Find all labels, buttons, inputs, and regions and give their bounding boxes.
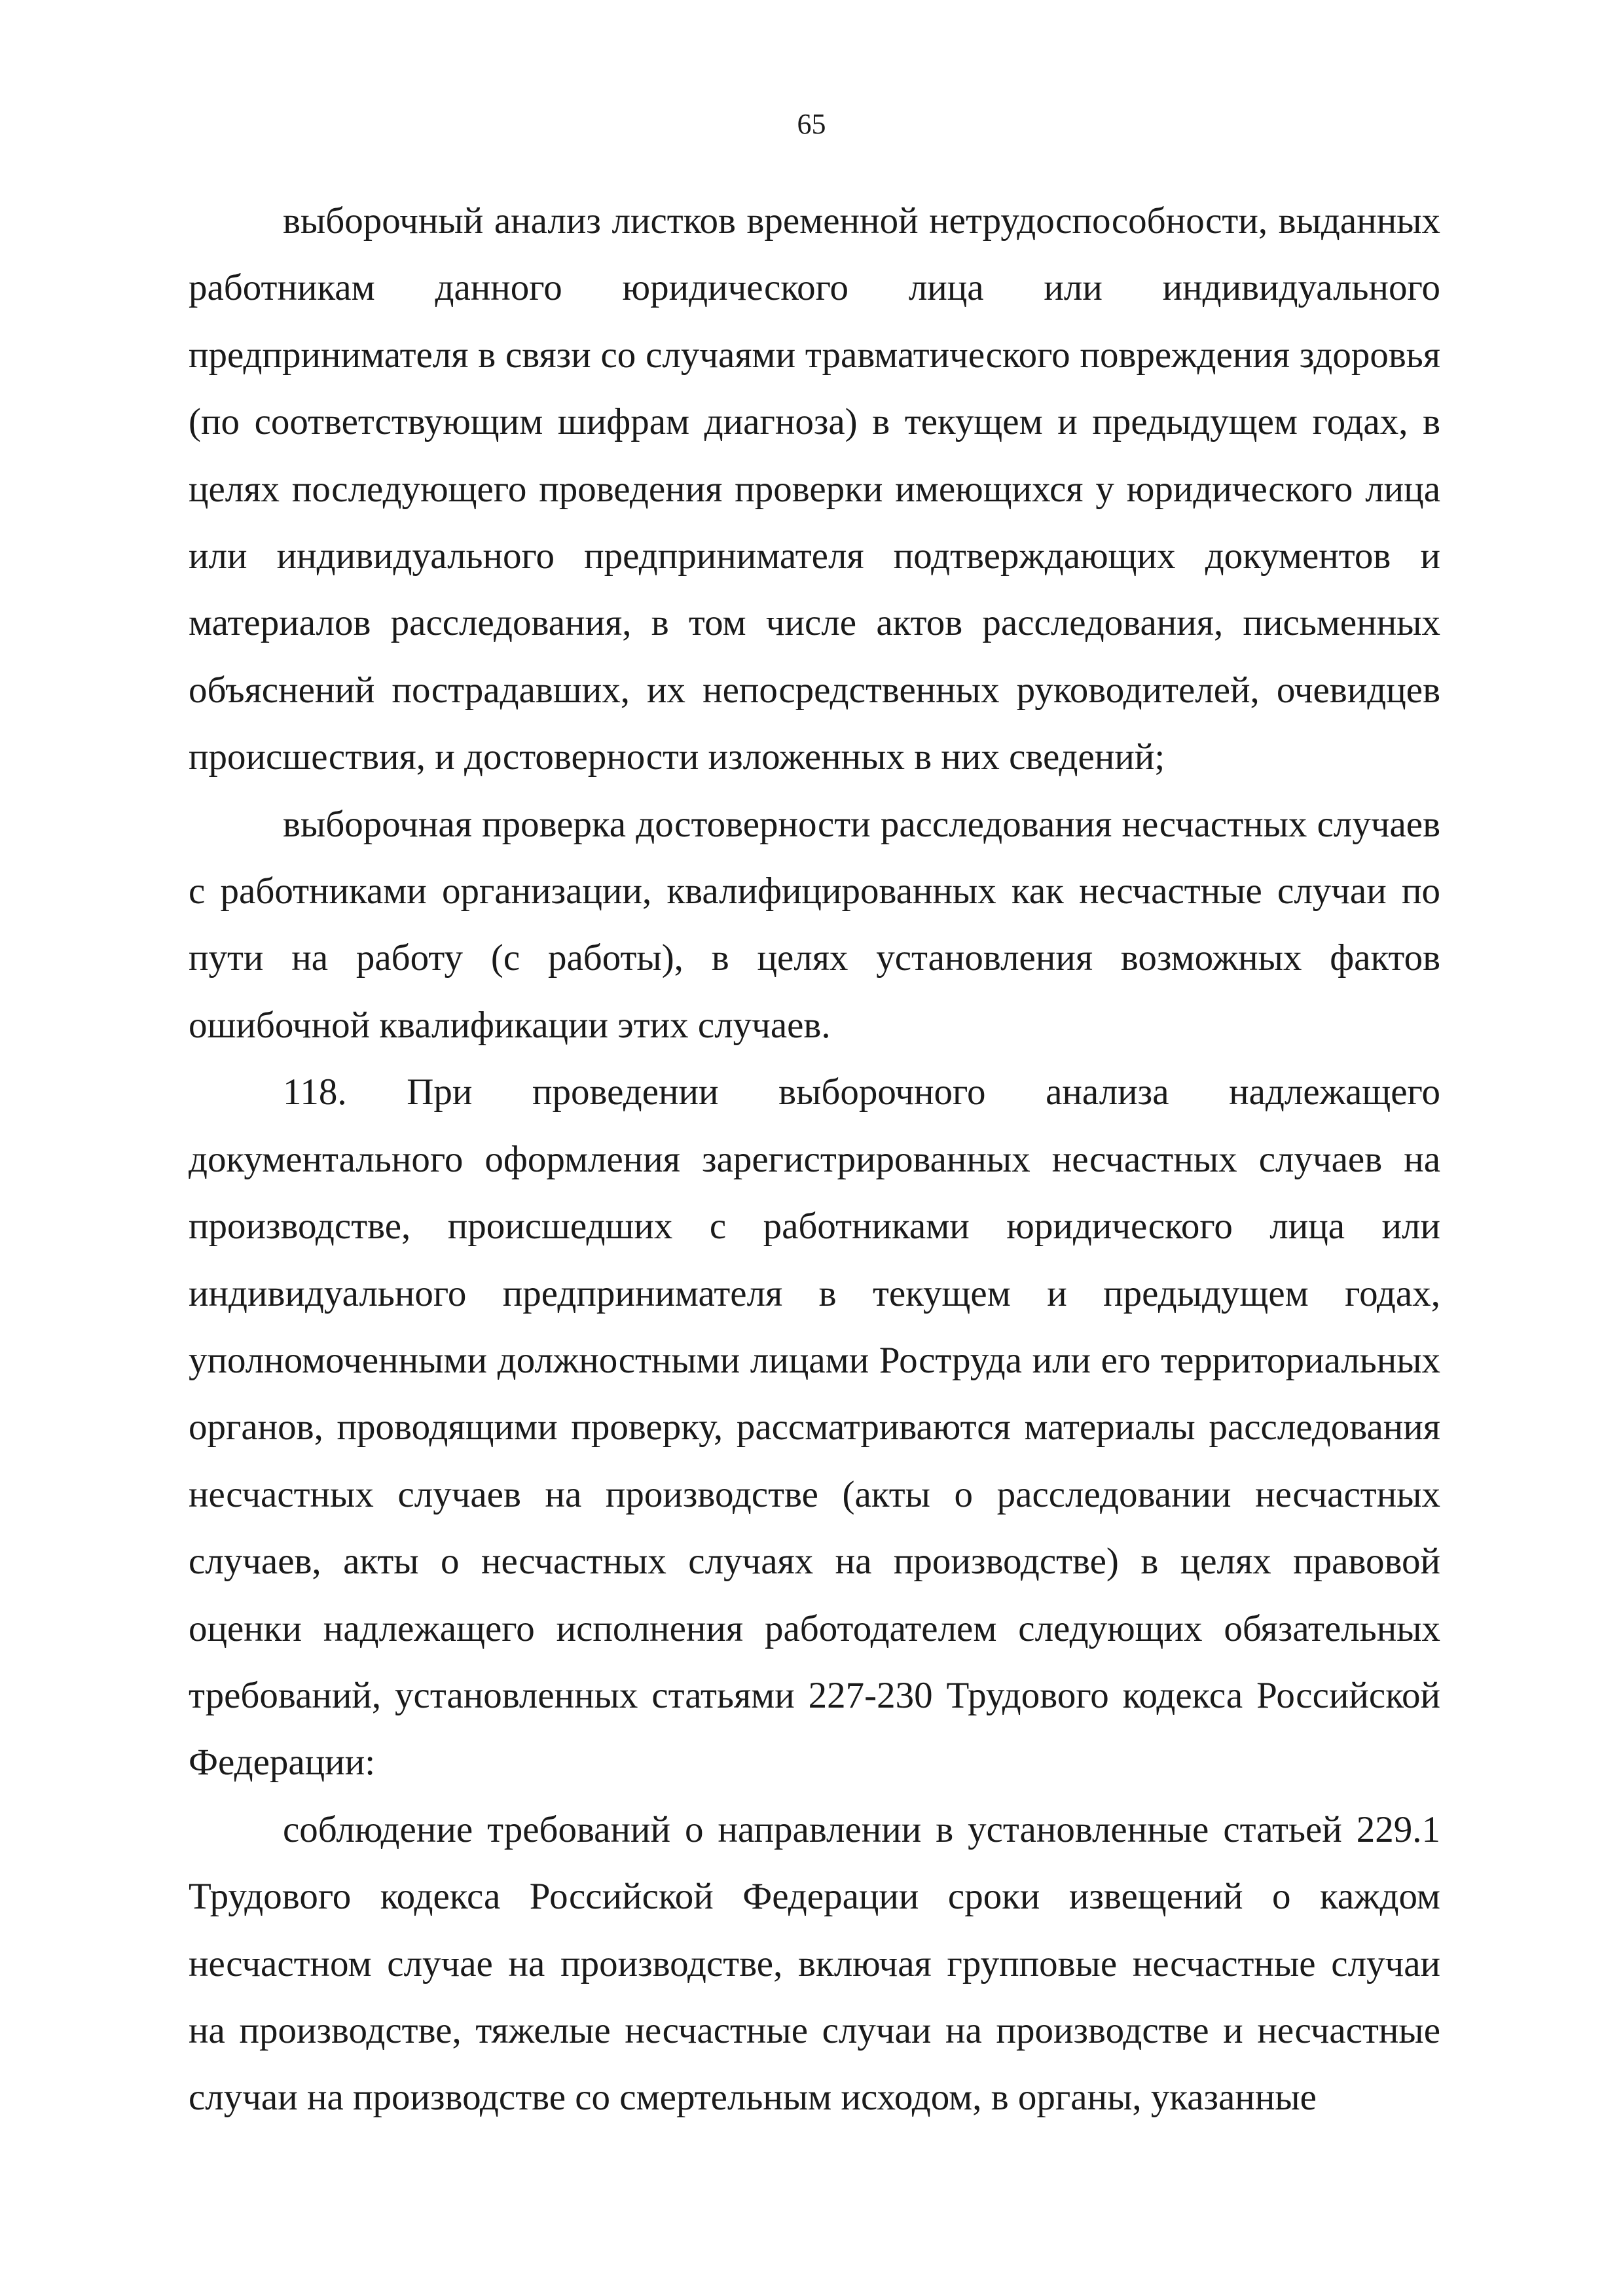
paragraph-item-118: 118. При проведении выборочного анализа надлежащего документального оформления зарегистрированных несчастных случаев на производстве, происшедших с работниками юридического лица или индивидуального предпринимателя в текущем и предыдущем годах, уполномоченными должностными лицами Роструда или его территориальных органов, проводящими проверку, рассматриваются материалы расследования несчастных случаев на производстве (акты о расследовании несчастных случаев, акты о несчастных случаях на производстве) в целях правовой оценки надлежащего исполнения работодателем следующих обязательных требований, установленных статьями 227-230 Трудового кодекса Российской Федерации:	[189, 1071, 1440, 1784]
page-number: 65	[797, 108, 826, 140]
paragraph-commute-accidents-check: выборочная проверка достоверности расследования несчастных случаев с работниками организации, квалифицированных как несчастные случаи по пути на работу (с работы), в целях установления возможных фактов ошибочной квалификации этих случаев.	[189, 803, 1440, 1046]
paragraph-notification-requirements: соблюдение требований о направлении в установленные статьей 229.1 Трудового кодекса Российской Федерации сроки извещений о каждом несчастном случае на производстве, включая групповые несчастные случаи на производстве, тяжелые несчастные случаи на производстве и несчастные случаи на производстве со смертельным исходом, в органы, указанные	[189, 1808, 1440, 2119]
body-text	[189, 188, 1440, 2132]
paragraph-sick-leave-analysis: выборочный анализ листков временной нетрудоспособности, выданных работникам данного юридического лица или индивидуального предпринимателя в связи со случаями травматического повреждения здоровья (по соответствующим шифрам диагноза) в текущем и предыдущем годах, в целях последующего проведения проверки имеющихся у юридического лица или индивидуального предпринимателя подтверждающих документов и материалов расследования, в том числе актов расследования, письменных объяснений пострадавших, их непосредственных руководителей, очевидцев происшествия, и достоверности изложенных в них сведений;	[189, 200, 1440, 778]
